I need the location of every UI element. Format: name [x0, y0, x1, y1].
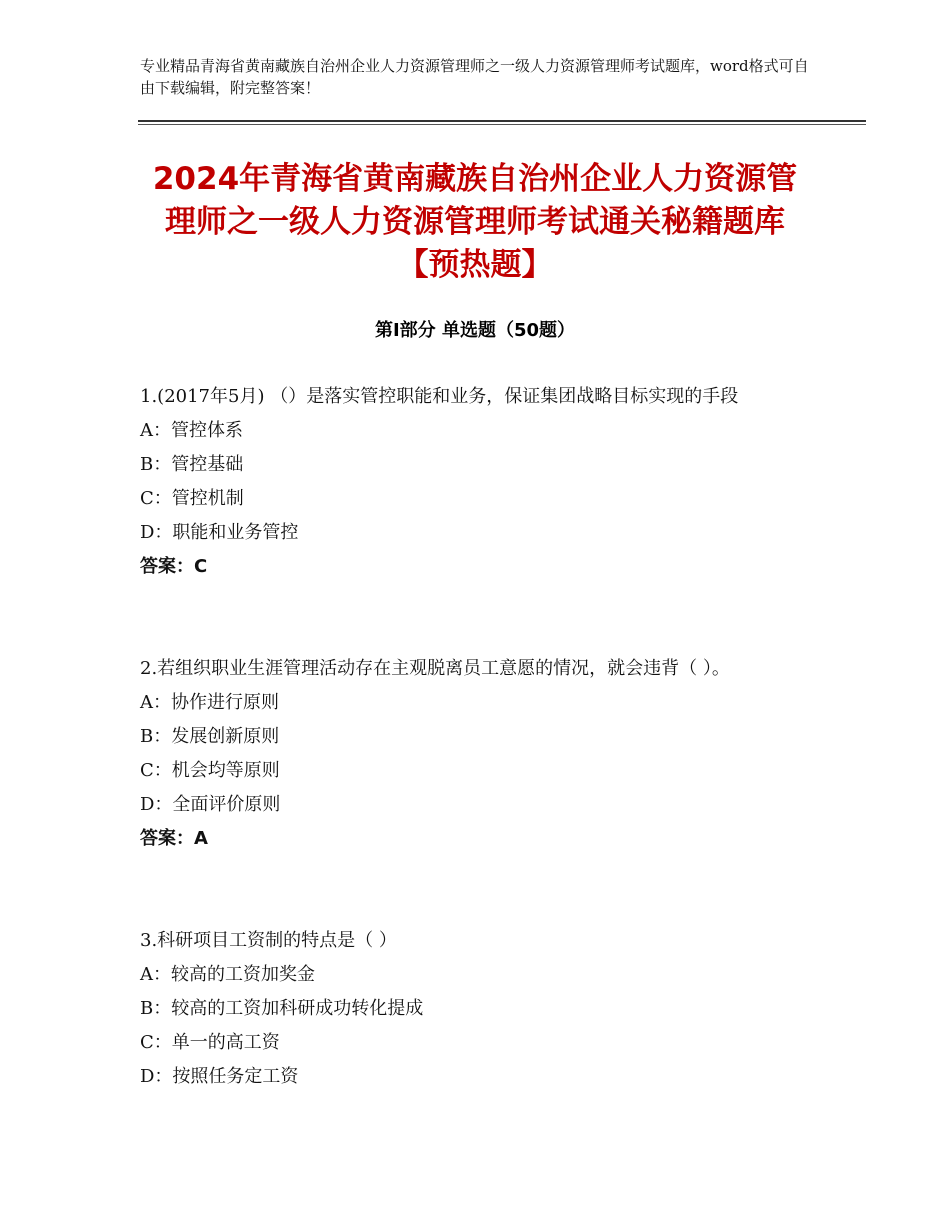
- header-rule-thick: [138, 120, 866, 122]
- document-title: 2024年青海省黄南藏族自治州企业人力资源管理师之一级人力资源管理师考试通关秘籍题库【预热题】: [152, 161, 798, 283]
- option-b: B：发展创新原则: [140, 726, 280, 747]
- option-b: B：管控基础: [140, 454, 244, 475]
- option-c: C：单一的高工资: [140, 1032, 280, 1053]
- question-1: [140, 380, 820, 584]
- question-2: [140, 652, 820, 856]
- question-stem: 1.(2017年5月) （）是落实管控职能和业务，保证集团战略目标实现的手段: [140, 386, 739, 407]
- answer: 答案：C: [140, 556, 208, 577]
- header-rule-thin: [138, 124, 866, 125]
- option-d: D：职能和业务管控: [140, 522, 299, 543]
- answer: 答案：A: [140, 828, 208, 849]
- option-a: A：较高的工资加奖金: [140, 964, 315, 985]
- option-a: A：管控体系: [140, 420, 243, 441]
- option-b: B：较高的工资加科研成功转化提成: [140, 998, 424, 1019]
- question-stem: 3.科研项目工资制的特点是（ ）: [140, 930, 397, 951]
- question-stem: 2.若组织职业生涯管理活动存在主观脱离员工意愿的情况，就会违背（ ）。: [140, 658, 730, 679]
- question-3: [140, 924, 820, 1094]
- option-c: C：机会均等原则: [140, 760, 280, 781]
- option-d: D：按照任务定工资: [140, 1066, 299, 1087]
- option-a: A：协作进行原则: [140, 692, 279, 713]
- section-heading: 第Ⅰ部分 单选题（50题）: [374, 320, 575, 341]
- option-d: D：全面评价原则: [140, 794, 281, 815]
- option-c: C：管控机制: [140, 488, 244, 509]
- header-note: 专业精品青海省黄南藏族自治州企业人力资源管理师之一级人力资源管理师考试题库，word格式可自由下载编辑，附完整答案！: [140, 57, 809, 97]
